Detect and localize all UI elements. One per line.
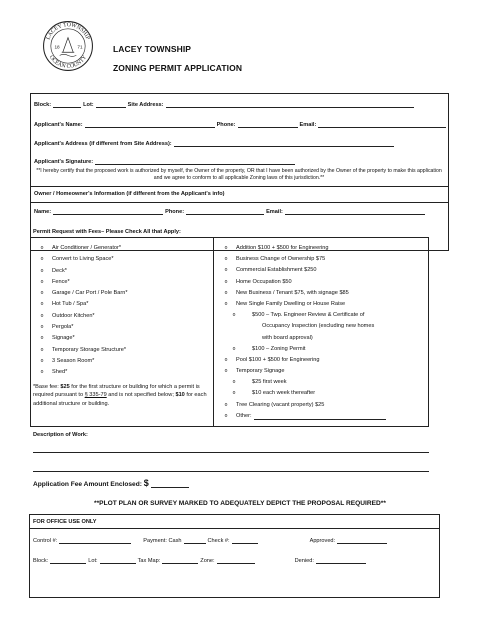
- zone-label: Zone:: [200, 558, 215, 564]
- permit-option-label: Signage*: [52, 335, 75, 342]
- description-line-2[interactable]: [33, 471, 429, 472]
- permit-option-label: 3 Season Room*: [52, 357, 95, 364]
- permit-option[interactable]: [32, 268, 128, 279]
- checkbox-circle-icon[interactable]: o: [232, 345, 236, 352]
- permit-option[interactable]: [32, 358, 128, 369]
- control-label: Control #:: [33, 538, 58, 544]
- permit-option-label: Convert to Living Space*: [52, 256, 114, 263]
- divider: [30, 186, 449, 187]
- permit-option-label: Temporary Storage Structure*: [52, 346, 126, 353]
- checkbox-circle-icon[interactable]: o: [40, 256, 44, 263]
- permit-heading: Permit Request with Fees– Please Check All that Apply:: [33, 229, 181, 235]
- permit-option[interactable]: [216, 267, 388, 278]
- permit-option-label: Outdoor Kitchen*: [52, 312, 95, 319]
- permit-option-label: Addition $100 + $500 for Engineering: [236, 245, 329, 251]
- permit-column-divider: [213, 237, 214, 427]
- owner-phone-field[interactable]: [186, 208, 264, 215]
- permit-sub-option[interactable]: [216, 346, 388, 357]
- checkbox-circle-icon[interactable]: o: [224, 401, 228, 408]
- permit-option-label: Pergola*: [52, 324, 74, 331]
- permit-option-label: $10 each week thereafter: [252, 390, 316, 397]
- permit-list-right: [216, 245, 388, 424]
- office-row-2: [33, 557, 368, 564]
- permit-option[interactable]: [32, 324, 128, 335]
- permit-option[interactable]: [32, 290, 128, 301]
- permit-option[interactable]: [216, 413, 388, 424]
- permit-option-label: New Single Family Dwelling or House Raise: [236, 300, 346, 307]
- check-label: Check #:: [207, 538, 230, 544]
- permit-option-label: Air Conditioner / Generator*: [52, 245, 122, 251]
- row-applicant: [34, 121, 448, 128]
- permit-option-label: Fence*: [52, 278, 70, 285]
- checkbox-circle-icon[interactable]: o: [40, 324, 44, 331]
- permit-option-label: Other:: [236, 412, 252, 419]
- checkbox-circle-icon[interactable]: o: [224, 300, 228, 307]
- denied-label: Denied:: [294, 558, 314, 564]
- permit-option[interactable]: [216, 368, 388, 379]
- row-signature: [34, 158, 297, 165]
- permit-option-label: with board approval): [262, 334, 313, 341]
- certification-text: **I hereby certify that the proposed work is authorized by myself, the Owner of the property, OR that I have been authorized by the Owner of the property to make this application and we agree to conform to all applicable Zoning laws of this jurisdiction.**: [36, 168, 442, 181]
- applicant-name-field[interactable]: [85, 121, 215, 128]
- permit-option-label: Pool $100 + $500 for Engineering: [236, 356, 320, 363]
- permit-option[interactable]: [32, 279, 128, 290]
- lot-label: Lot:: [83, 102, 94, 108]
- permit-option-label: Temporary Signage: [236, 368, 285, 375]
- payment-cash-field[interactable]: [184, 537, 206, 544]
- site-address-field[interactable]: [166, 101, 414, 108]
- checkbox-circle-icon[interactable]: o: [232, 312, 236, 319]
- checkbox-circle-icon[interactable]: o: [40, 346, 44, 353]
- checkbox-circle-icon[interactable]: o: [40, 267, 44, 274]
- checkbox-circle-icon[interactable]: o: [224, 368, 228, 375]
- checkbox-circle-icon[interactable]: o: [232, 390, 236, 397]
- base-fee-note: *Base fee: $25 for the first structure or building for which a permit is required pursuant to § 335-79 and is not specified below; $10 for each additional structure or building.: [33, 384, 207, 407]
- permit-option-label: Occupancy Inspection (excluding new homes: [262, 323, 375, 330]
- email-label: Email:: [299, 122, 317, 128]
- fee-field[interactable]: [151, 479, 189, 488]
- permit-sub-option[interactable]: [216, 390, 388, 401]
- office-lot-label: Lot:: [88, 558, 98, 564]
- denied-field[interactable]: [316, 557, 366, 564]
- phone-label: Phone:: [216, 122, 236, 128]
- approved-label: Approved:: [309, 538, 336, 544]
- row-applicant-address: [34, 140, 396, 147]
- permit-option[interactable]: [32, 245, 128, 256]
- checkbox-circle-icon[interactable]: o: [40, 335, 44, 342]
- row-owner: [34, 208, 427, 215]
- checkbox-circle-icon[interactable]: o: [224, 267, 228, 274]
- code-reference-link[interactable]: § 335-79: [84, 392, 107, 399]
- checkbox-circle-icon[interactable]: o: [40, 301, 44, 308]
- svg-text:18: 18: [54, 44, 60, 50]
- permit-option[interactable]: [216, 301, 388, 312]
- checkbox-circle-icon[interactable]: o: [224, 289, 228, 296]
- description-line-1[interactable]: [33, 452, 429, 453]
- owner-phone-label: Phone:: [165, 209, 185, 215]
- permit-sub-option[interactable]: [216, 312, 388, 323]
- tax-map-field[interactable]: [162, 557, 198, 564]
- signature-field[interactable]: [95, 158, 295, 165]
- block-field[interactable]: [53, 101, 81, 108]
- permit-option[interactable]: [216, 290, 388, 301]
- checkbox-circle-icon[interactable]: o: [224, 412, 228, 419]
- checkbox-circle-icon[interactable]: o: [40, 312, 44, 319]
- permit-option-label: Garage / Car Port / Pole Barn*: [52, 290, 128, 297]
- permit-option[interactable]: [216, 245, 388, 256]
- permit-option[interactable]: [216, 402, 388, 413]
- owner-email-field[interactable]: [285, 208, 425, 215]
- permit-option[interactable]: [32, 301, 128, 312]
- checkbox-circle-icon[interactable]: o: [40, 357, 44, 364]
- checkbox-circle-icon[interactable]: o: [40, 245, 44, 251]
- permit-option-label: New Business / Tenant $75, with signage $85: [236, 289, 349, 296]
- permit-option[interactable]: [216, 357, 388, 368]
- check-field[interactable]: [232, 537, 258, 544]
- description-label: Description of Work:: [33, 432, 88, 438]
- office-row-1: [33, 537, 389, 544]
- permit-option[interactable]: [32, 347, 128, 358]
- row-block-lot: [34, 101, 416, 108]
- checkbox-circle-icon[interactable]: o: [40, 278, 44, 285]
- plot-plan-note: **PLOT PLAN OR SURVEY MARKED TO ADEQUATELY DEPICT THE PROPOSAL REQUIRED**: [94, 500, 386, 507]
- other-field[interactable]: [254, 413, 386, 420]
- phone-field[interactable]: [238, 121, 298, 128]
- permit-option[interactable]: [216, 256, 388, 267]
- permit-option[interactable]: [216, 279, 388, 290]
- permit-option-label: Deck*: [52, 267, 67, 274]
- approved-field[interactable]: [337, 537, 387, 544]
- permit-option-label: Tree Clearing (vacant property) $25: [236, 401, 325, 408]
- block-label: Block:: [34, 102, 52, 108]
- office-heading: FOR OFFICE USE ONLY: [33, 519, 97, 525]
- permit-option-label: $500 – Twp. Engineer Review & Certificate of: [252, 312, 365, 319]
- checkbox-circle-icon[interactable]: o: [40, 290, 44, 297]
- permit-option-label: Hot Tub / Spa*: [52, 301, 89, 308]
- owner-name-field[interactable]: [53, 208, 163, 215]
- permit-option-label: Commercial Establishment $250: [236, 267, 317, 274]
- form-title: ZONING PERMIT APPLICATION: [113, 63, 243, 73]
- permit-sub-option: [216, 323, 388, 334]
- permit-option-label: Business Change of Ownership $75: [236, 256, 326, 263]
- township-seal: [42, 20, 94, 72]
- fee-currency: $: [143, 478, 149, 488]
- township-name: LACEY TOWNSHIP: [113, 44, 192, 54]
- permit-option-label: $25 first week: [252, 379, 287, 386]
- checkbox-circle-icon[interactable]: o: [224, 278, 228, 285]
- divider: [29, 528, 440, 529]
- permit-option-label: Home Occupation $50: [236, 278, 292, 285]
- lot-field[interactable]: [96, 101, 126, 108]
- zone-field[interactable]: [217, 557, 255, 564]
- permit-option-label: $100 – Zoning Permit: [252, 345, 306, 352]
- signature-label: Applicant's Signature:: [34, 159, 94, 165]
- owner-name-label: Name:: [34, 209, 52, 215]
- permit-option-label: Shed*: [52, 369, 68, 376]
- permit-option[interactable]: [32, 335, 128, 346]
- svg-text:OCEAN COUNTY: OCEAN COUNTY: [47, 54, 89, 70]
- fee-row: [33, 478, 191, 488]
- applicant-address-label: Applicant's Address (if different from Site Address):: [34, 141, 172, 147]
- checkbox-circle-icon[interactable]: o: [224, 256, 228, 263]
- permit-option[interactable]: [32, 256, 128, 267]
- permit-list-left: [32, 245, 128, 381]
- checkbox-circle-icon[interactable]: o: [224, 245, 228, 251]
- office-lot-field[interactable]: [100, 557, 136, 564]
- tax-map-label: Tax Map:: [137, 558, 161, 564]
- permit-sub-option: [216, 335, 388, 346]
- applicant-name-label: Applicant's Name:: [34, 122, 83, 128]
- email-field[interactable]: [318, 121, 446, 128]
- fee-label: Application Fee Amount Enclosed:: [33, 481, 142, 488]
- permit-option[interactable]: [32, 313, 128, 324]
- payment-cash-label: Payment: Cash: [143, 538, 182, 544]
- control-field[interactable]: [59, 537, 131, 544]
- svg-text:71: 71: [77, 44, 83, 50]
- owner-heading: Owner / Homeowner's Information (if different from the Applicant's info): [34, 191, 225, 197]
- permit-sub-option[interactable]: [216, 379, 388, 390]
- svg-text:LACEY TOWNSHIP: LACEY TOWNSHIP: [45, 22, 91, 41]
- divider: [30, 202, 449, 203]
- checkbox-circle-icon[interactable]: o: [224, 356, 228, 363]
- office-block-field[interactable]: [50, 557, 86, 564]
- office-block-label: Block:: [33, 558, 49, 564]
- owner-email-label: Email:: [266, 209, 283, 215]
- checkbox-circle-icon[interactable]: o: [40, 369, 44, 376]
- site-address-label: Site Address:: [127, 102, 164, 108]
- checkbox-circle-icon[interactable]: o: [232, 379, 236, 386]
- office-use-box: [29, 514, 440, 598]
- permit-option[interactable]: [32, 369, 128, 380]
- applicant-address-field[interactable]: [174, 140, 394, 147]
